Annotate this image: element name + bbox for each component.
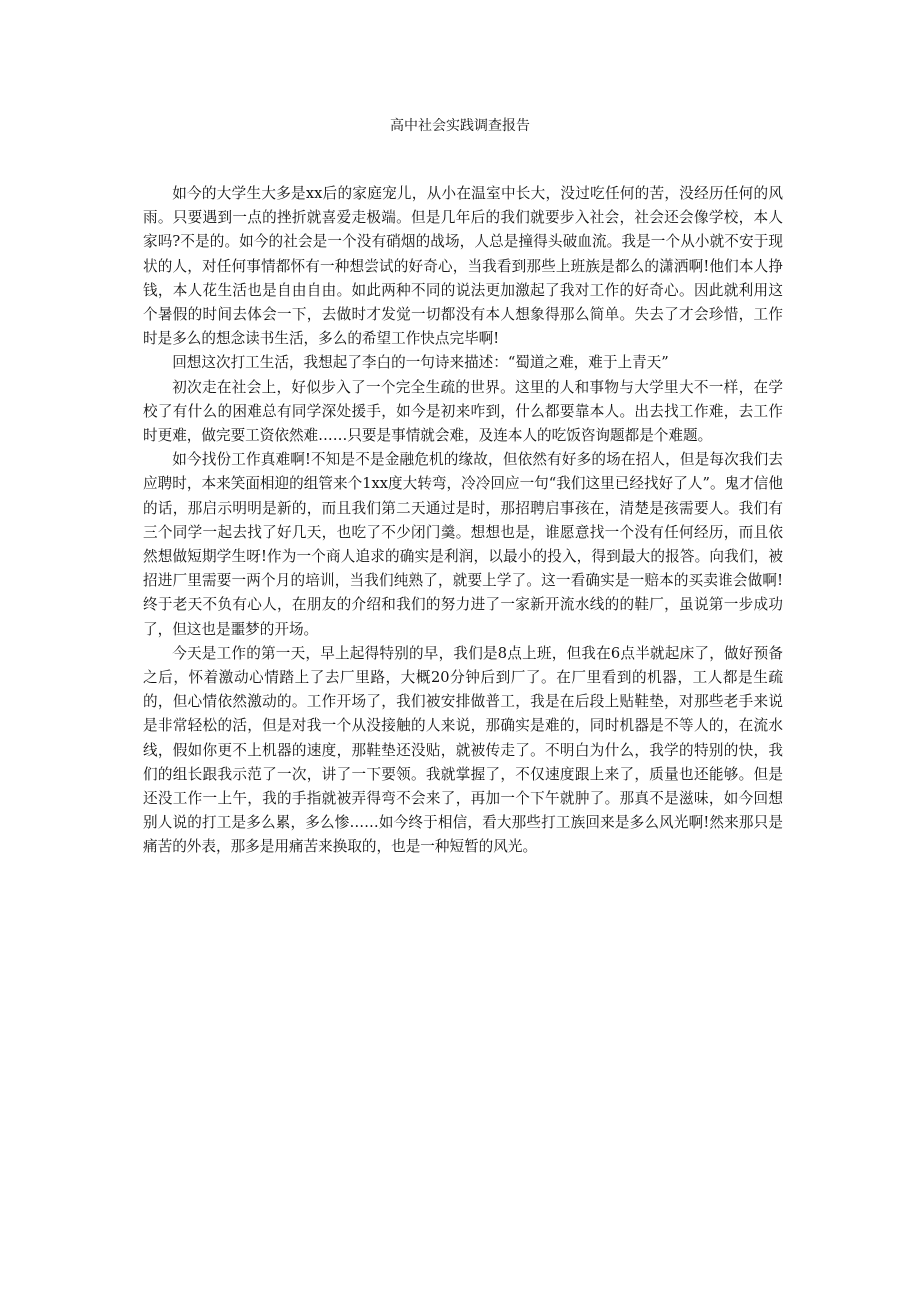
- page-title: 高中社会实践调查报告: [390, 118, 530, 134]
- paragraph-first-day: 今天是工作的第一天，早上起得特别的早，我们是8点上班，但我在6点半就起床了，做好预备之后，怀着激动心情踏上了去厂里路，大概20分钟后到厂了。在厂里看到的机器，工人都是生疏的，但心情依然激动的。工作开场了，我们被安排做普工，我是在后段上贴鞋垫，对那些老手来说是非常轻松的活，但是对我一个从没接触的人来说，那确实是难的，同时机器是不等人的，在流水线，假如你更不上机器的速度，那鞋垫还没贴，就被传走了。不明白为什么，我学的特别的快，我们的组长跟我示范了一次，讲了一下要领。我就掌握了，不仅速度跟上来了，质量也还能够。但是还没工作一上午，我的手指就被弄得弯不会来了，再加一个下午就肿了。那真不是滋味，如今回想别人说的打工是多么累，多么惨……如今终于相信，看大那些打工族回来是多么风光啊!然来那只是痛苦的外表，那多是用痛苦来换取的，也是一种短暂的风光。: [143, 644, 783, 856]
- paragraph-first-steps: 初次走在社会上，好似步入了一个完全生疏的世界。这里的人和事物与大学里大不一样，在学校了有什么的困难总有同学深处援手，如今是初来咋到，什么都要靠本人。出去找工作难，去工作时更难，做完要工资依然难……只要是事情就会难，及连本人的吃饭咨询题都是个难题。: [143, 378, 783, 445]
- paragraph-recollection: 回想这次打工生活，我想起了李白的一句诗来描述：“蜀道之难，难于上青天”: [172, 354, 669, 372]
- paragraph-intro: 如今的大学生大多是xx后的家庭宠儿，从小在温室中长大，没过吃任何的苦，没经历任何的风雨。只要遇到一点的挫折就喜爱走极端。但是几年后的我们就要步入社会，社会还会像学校，本人家吗?不是的。如今的社会是一个没有硝烟的战场，人总是撞得头破血流。我是一个从小就不安于现状的人，对任何事情都怀有一种想尝试的好奇心，当我看到那些上班族是都么的潇洒啊!他们本人挣钱，本人花生活也是自由自由。如此两种不同的说法更加激起了我对工作的好奇心。因此就利用这个暑假的时间去体会一下，去做时才发觉一切都没有本人想象得那么简单。失去了才会珍惜，工作时是多么的想念读书生活，多么的希望工作快点完毕啊!: [143, 185, 783, 348]
- paragraph-job-search: 如今找份工作真难啊!不知是不是金融危机的缘故，但依然有好多的场在招人，但是每次我们去应聘时，本来笑面相迎的组管来个1xx度大转弯，冷冷回应一句“我们这里已经找好了人”。鬼才信他的话，那启示明明是新的，而且我们第二天通过是时，那招聘启事孩在，清楚是孩需要人。我们有三个同学一起去找了好几天，也吃了不少闭门羹。想想也是，谁愿意找一个没有任何经历，而且依然想做短期学生呀!作为一个商人追求的确实是利润，以最小的投入，得到最大的报答。向我们，被招进厂里需要一两个月的培训，当我们纯熟了，就要上学了。这一看确实是一赔本的买卖谁会做啊!终于老天不负有心人，在朋友的介绍和我们的努力进了一家新开流水线的的鞋厂，虽说第一步成功了，但这也是噩梦的开场。: [143, 451, 783, 638]
- document-body: [143, 182, 783, 860]
